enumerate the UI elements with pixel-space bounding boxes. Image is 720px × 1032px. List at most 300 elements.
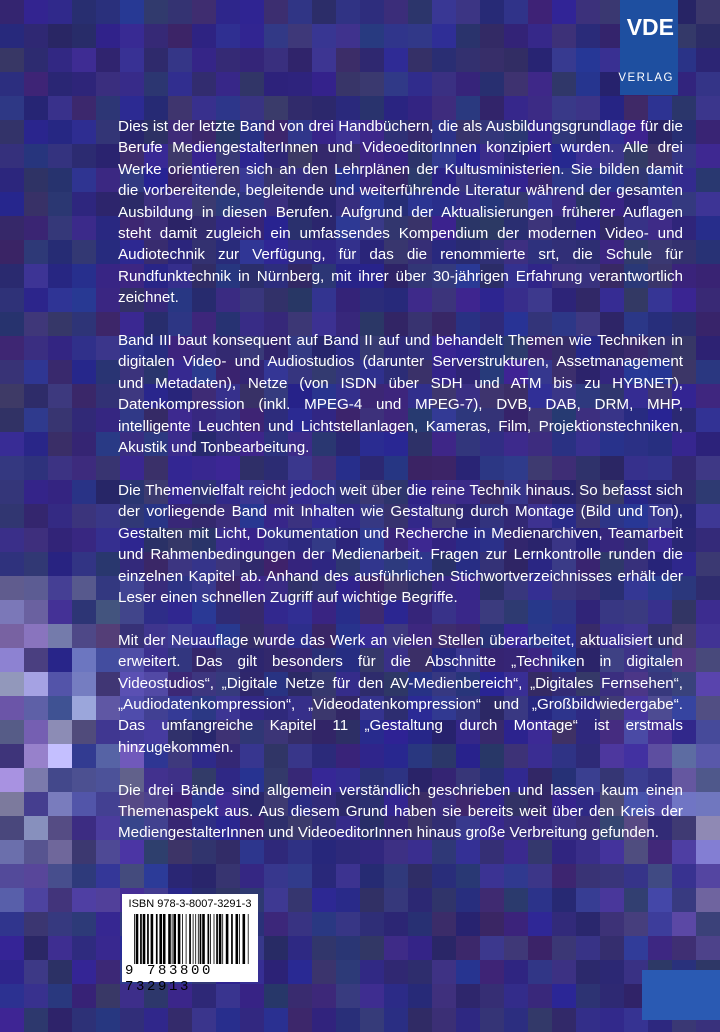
- mosaic-tile: [48, 840, 72, 864]
- mosaic-tile: [360, 0, 384, 24]
- mosaic-tile: [96, 624, 120, 648]
- mosaic-tile: [96, 528, 120, 552]
- mosaic-tile: [696, 168, 720, 192]
- mosaic-tile: [456, 912, 480, 936]
- mosaic-tile: [672, 888, 696, 912]
- mosaic-tile: [336, 864, 360, 888]
- mosaic-tile: [0, 96, 24, 120]
- mosaic-tile: [336, 936, 360, 960]
- mosaic-tile: [96, 96, 120, 120]
- mosaic-tile: [48, 888, 72, 912]
- mosaic-tile: [696, 768, 720, 792]
- mosaic-tile: [696, 552, 720, 576]
- barcode-bar: [226, 914, 229, 964]
- mosaic-tile: [72, 24, 96, 48]
- mosaic-tile: [384, 936, 408, 960]
- mosaic-tile: [432, 936, 456, 960]
- mosaic-tile: [480, 936, 504, 960]
- mosaic-tile: [336, 24, 360, 48]
- mosaic-tile: [456, 48, 480, 72]
- mosaic-tile: [336, 960, 360, 984]
- mosaic-tile: [0, 960, 24, 984]
- mosaic-tile: [288, 912, 312, 936]
- mosaic-tile: [0, 528, 24, 552]
- mosaic-tile: [312, 912, 336, 936]
- barcode-bar: [239, 914, 240, 964]
- mosaic-tile: [144, 72, 168, 96]
- mosaic-tile: [408, 960, 432, 984]
- mosaic-tile: [432, 48, 456, 72]
- barcode-bar: [243, 914, 246, 964]
- mosaic-tile: [0, 816, 24, 840]
- mosaic-tile: [408, 984, 432, 1008]
- mosaic-tile: [0, 312, 24, 336]
- mosaic-tile: [264, 48, 288, 72]
- mosaic-tile: [48, 48, 72, 72]
- mosaic-tile: [696, 648, 720, 672]
- mosaic-tile: [288, 48, 312, 72]
- mosaic-tile: [24, 816, 48, 840]
- mosaic-tile: [528, 24, 552, 48]
- mosaic-tile: [0, 336, 24, 360]
- mosaic-tile: [0, 840, 24, 864]
- mosaic-tile: [48, 816, 72, 840]
- barcode-bar: [216, 914, 218, 964]
- barcode-bar: [156, 914, 158, 964]
- mosaic-tile: [72, 552, 96, 576]
- mosaic-tile: [696, 600, 720, 624]
- mosaic-tile: [72, 0, 96, 24]
- mosaic-tile: [264, 0, 288, 24]
- barcode-bar: [214, 914, 215, 964]
- barcode-bar: [200, 914, 202, 964]
- mosaic-tile: [480, 984, 504, 1008]
- mosaic-tile: [72, 312, 96, 336]
- mosaic-tile: [336, 48, 360, 72]
- mosaic-tile: [72, 336, 96, 360]
- mosaic-tile: [288, 1008, 312, 1032]
- mosaic-tile: [0, 432, 24, 456]
- mosaic-tile: [96, 504, 120, 528]
- mosaic-tile: [384, 0, 408, 24]
- mosaic-tile: [696, 744, 720, 768]
- mosaic-tile: [24, 840, 48, 864]
- mosaic-tile: [552, 960, 576, 984]
- mosaic-tile: [0, 648, 24, 672]
- mosaic-tile: [0, 552, 24, 576]
- mosaic-tile: [312, 72, 336, 96]
- isbn-barcode: [122, 894, 258, 995]
- mosaic-tile: [624, 864, 648, 888]
- mosaic-tile: [696, 792, 720, 816]
- mosaic-tile: [96, 768, 120, 792]
- mosaic-tile: [696, 240, 720, 264]
- mosaic-tile: [48, 144, 72, 168]
- mosaic-tile: [24, 672, 48, 696]
- mosaic-tile: [528, 984, 552, 1008]
- mosaic-tile: [120, 0, 144, 24]
- mosaic-tile: [648, 864, 672, 888]
- mosaic-tile: [696, 720, 720, 744]
- mosaic-tile: [504, 960, 528, 984]
- mosaic-tile: [96, 744, 120, 768]
- paragraph-4: Mit der Neuauflage wurde das Werk an vielen Stellen überarbeitet, aktualisiert und erweitert. Das gilt besonders für die Abschnitte „Techniken in digitalen Videostudios“, „Digitale Netze für den AV-Medienbereich“, „Digitales Fernsehen“, „Audiodatenkompression“, „Videodatenkompression“ und „Großbildwiedergabe“. Das umfangreiche Kapitel 11 „Gestaltung durch Montage“ ist erstmals hinzugekommen.: [118, 631, 683, 756]
- mosaic-tile: [168, 864, 192, 888]
- mosaic-tile: [0, 288, 24, 312]
- mosaic-tile: [696, 432, 720, 456]
- mosaic-tile: [24, 120, 48, 144]
- mosaic-tile: [72, 576, 96, 600]
- mosaic-tile: [72, 168, 96, 192]
- mosaic-tile: [384, 888, 408, 912]
- mosaic-tile: [528, 864, 552, 888]
- mosaic-tile: [48, 744, 72, 768]
- mosaic-tile: [696, 624, 720, 648]
- mosaic-tile: [528, 960, 552, 984]
- mosaic-tile: [672, 864, 696, 888]
- mosaic-tile: [48, 72, 72, 96]
- mosaic-tile: [480, 960, 504, 984]
- mosaic-tile: [144, 48, 168, 72]
- barcode-bar: [193, 914, 194, 964]
- mosaic-tile: [48, 0, 72, 24]
- mosaic-tile: [48, 312, 72, 336]
- mosaic-tile: [648, 888, 672, 912]
- mosaic-tile: [504, 984, 528, 1008]
- mosaic-tile: [600, 864, 624, 888]
- mosaic-tile: [432, 864, 456, 888]
- mosaic-tile: [48, 360, 72, 384]
- mosaic-tile: [624, 912, 648, 936]
- barcode-bar: [134, 914, 135, 964]
- mosaic-tile: [120, 48, 144, 72]
- mosaic-tile: [24, 240, 48, 264]
- mosaic-tile: [696, 264, 720, 288]
- mosaic-tile: [96, 816, 120, 840]
- mosaic-tile: [696, 816, 720, 840]
- mosaic-tile: [384, 960, 408, 984]
- mosaic-tile: [96, 312, 120, 336]
- mosaic-tile: [24, 192, 48, 216]
- barcode-bar: [186, 914, 187, 964]
- mosaic-tile: [48, 936, 72, 960]
- mosaic-tile: [288, 984, 312, 1008]
- mosaic-tile: [72, 624, 96, 648]
- mosaic-tile: [264, 936, 288, 960]
- mosaic-tile: [552, 1008, 576, 1032]
- mosaic-tile: [24, 480, 48, 504]
- mosaic-tile: [504, 936, 528, 960]
- mosaic-tile: [264, 984, 288, 1008]
- barcode-bar: [173, 914, 176, 964]
- mosaic-tile: [48, 504, 72, 528]
- mosaic-tile: [600, 984, 624, 1008]
- mosaic-tile: [72, 984, 96, 1008]
- mosaic-tile: [264, 960, 288, 984]
- barcode-bar: [208, 914, 210, 964]
- mosaic-tile: [0, 240, 24, 264]
- mosaic-tile: [264, 912, 288, 936]
- mosaic-tile: [168, 0, 192, 24]
- mosaic-tile: [576, 984, 600, 1008]
- mosaic-tile: [72, 216, 96, 240]
- mosaic-tile: [72, 912, 96, 936]
- mosaic-tile: [360, 888, 384, 912]
- mosaic-tile: [696, 96, 720, 120]
- mosaic-tile: [96, 888, 120, 912]
- mosaic-tile: [360, 984, 384, 1008]
- barcode-bar: [195, 914, 196, 964]
- mosaic-tile: [0, 456, 24, 480]
- mosaic-tile: [0, 360, 24, 384]
- mosaic-tile: [96, 144, 120, 168]
- mosaic-tile: [408, 48, 432, 72]
- mosaic-tile: [0, 744, 24, 768]
- mosaic-tile: [552, 936, 576, 960]
- mosaic-tile: [168, 1008, 192, 1032]
- mosaic-tile: [456, 0, 480, 24]
- mosaic-tile: [72, 792, 96, 816]
- barcode-bar: [159, 914, 162, 964]
- mosaic-tile: [600, 936, 624, 960]
- mosaic-tile: [48, 672, 72, 696]
- mosaic-tile: [72, 456, 96, 480]
- mosaic-tile: [696, 528, 720, 552]
- barcode-bar: [168, 914, 171, 964]
- mosaic-tile: [696, 912, 720, 936]
- mosaic-tile: [528, 936, 552, 960]
- mosaic-tile: [72, 648, 96, 672]
- mosaic-tile: [144, 1008, 168, 1032]
- mosaic-tile: [0, 192, 24, 216]
- mosaic-tile: [264, 1008, 288, 1032]
- mosaic-tile: [48, 216, 72, 240]
- mosaic-tile: [696, 456, 720, 480]
- mosaic-tile: [312, 960, 336, 984]
- barcode-bar: [248, 914, 249, 964]
- mosaic-tile: [264, 888, 288, 912]
- mosaic-tile: [672, 912, 696, 936]
- mosaic-tile: [0, 480, 24, 504]
- barcode-bars: [132, 914, 252, 964]
- mosaic-tile: [0, 168, 24, 192]
- mosaic-tile: [216, 1008, 240, 1032]
- mosaic-tile: [696, 936, 720, 960]
- mosaic-tile: [408, 72, 432, 96]
- mosaic-tile: [264, 72, 288, 96]
- mosaic-tile: [168, 72, 192, 96]
- mosaic-tile: [96, 72, 120, 96]
- mosaic-tile: [96, 864, 120, 888]
- mosaic-tile: [360, 864, 384, 888]
- mosaic-tile: [480, 1008, 504, 1032]
- mosaic-tile: [24, 912, 48, 936]
- mosaic-tile: [0, 936, 24, 960]
- mosaic-tile: [24, 312, 48, 336]
- mosaic-tile: [384, 24, 408, 48]
- mosaic-tile: [96, 672, 120, 696]
- mosaic-tile: [0, 408, 24, 432]
- mosaic-tile: [72, 72, 96, 96]
- mosaic-tile: [576, 1008, 600, 1032]
- mosaic-tile: [24, 936, 48, 960]
- mosaic-tile: [336, 888, 360, 912]
- mosaic-tile: [72, 504, 96, 528]
- mosaic-tile: [96, 936, 120, 960]
- mosaic-tile: [360, 72, 384, 96]
- mosaic-tile: [456, 984, 480, 1008]
- mosaic-tile: [432, 24, 456, 48]
- mosaic-tile: [408, 0, 432, 24]
- mosaic-tile: [96, 792, 120, 816]
- mosaic-tile: [696, 672, 720, 696]
- mosaic-tile: [72, 384, 96, 408]
- mosaic-tile: [0, 24, 24, 48]
- mosaic-tile: [24, 48, 48, 72]
- mosaic-tile: [552, 864, 576, 888]
- mosaic-tile: [552, 48, 576, 72]
- mosaic-tile: [0, 984, 24, 1008]
- mosaic-tile: [528, 48, 552, 72]
- mosaic-tile: [600, 912, 624, 936]
- mosaic-tile: [48, 456, 72, 480]
- mosaic-tile: [576, 0, 600, 24]
- mosaic-tile: [480, 0, 504, 24]
- blurb-text: [118, 116, 683, 865]
- mosaic-tile: [240, 48, 264, 72]
- mosaic-tile: [312, 1008, 336, 1032]
- mosaic-tile: [336, 912, 360, 936]
- mosaic-tile: [312, 984, 336, 1008]
- mosaic-tile: [24, 288, 48, 312]
- mosaic-tile: [48, 384, 72, 408]
- mosaic-tile: [696, 24, 720, 48]
- mosaic-tile: [24, 168, 48, 192]
- mosaic-tile: [600, 888, 624, 912]
- mosaic-tile: [72, 480, 96, 504]
- mosaic-tile: [456, 888, 480, 912]
- barcode-bar: [172, 914, 173, 964]
- mosaic-tile: [504, 912, 528, 936]
- mosaic-tile: [72, 528, 96, 552]
- mosaic-tile: [360, 936, 384, 960]
- mosaic-tile: [696, 72, 720, 96]
- mosaic-tile: [336, 0, 360, 24]
- mosaic-tile: [288, 936, 312, 960]
- mosaic-tile: [432, 0, 456, 24]
- mosaic-tile: [576, 864, 600, 888]
- mosaic-tile: [216, 72, 240, 96]
- mosaic-tile: [72, 696, 96, 720]
- paragraph-5: Die drei Bände sind allgemein verständlich geschrieben und lassen kaum einen Themenaspekt aus. Aus diesem Grund haben sie bereits weit über den Kreis der MediengestalterInnen und VideoeditorInnen hinaus große Verbreitung gefunden.: [118, 781, 683, 842]
- mosaic-tile: [456, 24, 480, 48]
- mosaic-tile: [24, 528, 48, 552]
- mosaic-tile: [96, 456, 120, 480]
- mosaic-tile: [312, 48, 336, 72]
- mosaic-tile: [72, 408, 96, 432]
- mosaic-tile: [72, 864, 96, 888]
- mosaic-tile: [288, 888, 312, 912]
- mosaic-tile: [48, 600, 72, 624]
- mosaic-tile: [24, 264, 48, 288]
- mosaic-tile: [312, 864, 336, 888]
- barcode-bar: [147, 914, 149, 964]
- mosaic-tile: [0, 1008, 24, 1032]
- mosaic-tile: [408, 24, 432, 48]
- mosaic-tile: [96, 912, 120, 936]
- mosaic-tile: [648, 936, 672, 960]
- mosaic-tile: [192, 0, 216, 24]
- mosaic-tile: [48, 1008, 72, 1032]
- barcode-bar: [140, 914, 142, 964]
- mosaic-tile: [48, 576, 72, 600]
- mosaic-tile: [72, 288, 96, 312]
- mosaic-tile: [48, 864, 72, 888]
- mosaic-tile: [336, 1008, 360, 1032]
- mosaic-tile: [48, 624, 72, 648]
- mosaic-tile: [336, 72, 360, 96]
- mosaic-tile: [24, 0, 48, 24]
- mosaic-tile: [384, 48, 408, 72]
- mosaic-tile: [360, 24, 384, 48]
- mosaic-tile: [0, 792, 24, 816]
- mosaic-tile: [360, 960, 384, 984]
- mosaic-tile: [696, 192, 720, 216]
- mosaic-tile: [0, 864, 24, 888]
- mosaic-tile: [48, 432, 72, 456]
- mosaic-tile: [576, 24, 600, 48]
- barcode-bar: [151, 914, 154, 964]
- mosaic-tile: [72, 432, 96, 456]
- mosaic-tile: [0, 768, 24, 792]
- mosaic-tile: [600, 960, 624, 984]
- mosaic-tile: [72, 768, 96, 792]
- barcode-bar: [182, 914, 183, 964]
- mosaic-tile: [456, 72, 480, 96]
- mosaic-tile: [48, 720, 72, 744]
- mosaic-tile: [432, 72, 456, 96]
- mosaic-tile: [48, 912, 72, 936]
- mosaic-tile: [0, 672, 24, 696]
- mosaic-tile: [72, 240, 96, 264]
- mosaic-tile: [480, 24, 504, 48]
- mosaic-tile: [24, 384, 48, 408]
- mosaic-tile: [96, 264, 120, 288]
- mosaic-tile: [696, 312, 720, 336]
- mosaic-tile: [48, 120, 72, 144]
- mosaic-tile: [288, 960, 312, 984]
- mosaic-tile: [288, 864, 312, 888]
- mosaic-tile: [24, 720, 48, 744]
- mosaic-tile: [24, 600, 48, 624]
- mosaic-tile: [48, 984, 72, 1008]
- mosaic-tile: [480, 72, 504, 96]
- mosaic-tile: [456, 936, 480, 960]
- mosaic-tile: [696, 288, 720, 312]
- mosaic-tile: [72, 720, 96, 744]
- corner-block: [642, 970, 720, 1020]
- mosaic-tile: [96, 648, 120, 672]
- mosaic-tile: [0, 600, 24, 624]
- mosaic-tile: [576, 48, 600, 72]
- mosaic-tile: [24, 72, 48, 96]
- mosaic-tile: [96, 216, 120, 240]
- mosaic-tile: [600, 1008, 624, 1032]
- mosaic-tile: [96, 384, 120, 408]
- mosaic-tile: [0, 624, 24, 648]
- mosaic-tile: [144, 0, 168, 24]
- mosaic-tile: [648, 912, 672, 936]
